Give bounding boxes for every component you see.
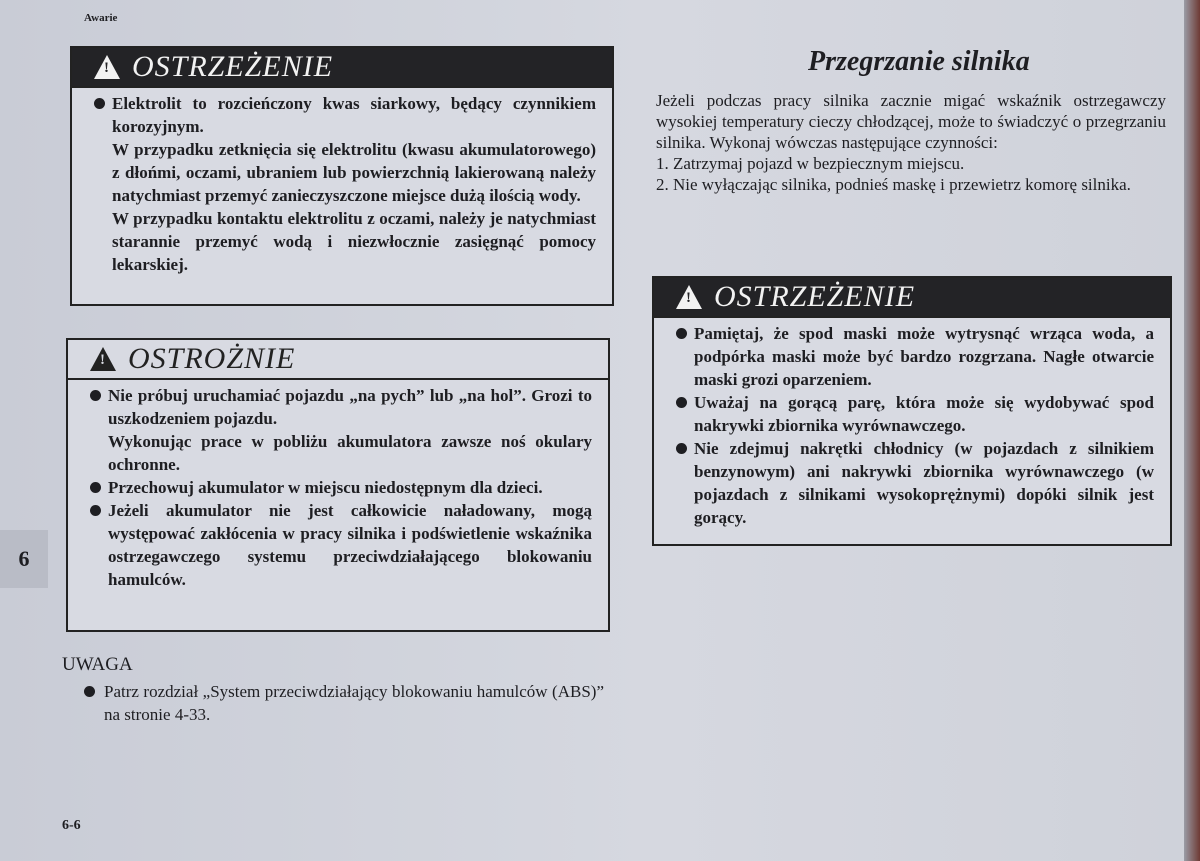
warning-triangle-icon <box>94 55 120 79</box>
note-text: Patrz rozdział „System przeciwdziałający blokowaniu hamulców (ABS)” na stronie 4-33. <box>104 682 604 724</box>
warning-title <box>72 48 612 88</box>
section-header: Awarie <box>84 12 118 24</box>
caution-paragraph: Wykonując prace w pobliżu akumulatora zawsze noś okulary ochronne. <box>108 432 592 474</box>
overheating-heading: Przegrzanie silnika <box>808 46 1030 77</box>
caution-box <box>66 338 610 632</box>
note-heading: UWAGA <box>62 654 133 675</box>
warning-box-overheating <box>652 276 1172 546</box>
warning-bullet: Uważaj na gorącą parę, która może się wydobywać spod nakrywki zbiornika wyrównawczego. <box>694 393 1154 435</box>
page-edge <box>1184 0 1200 861</box>
warning-title-text: OSTRZEŻENIE <box>714 280 916 313</box>
overheating-intro: Jeżeli podczas pracy silnika zacznie migać wskaźnik ostrzegawczy wysokiej temperatury cieczy chłodzącej, może to świadczyć o przegrzaniu silnika. Wykonaj wówczas następujące czynności: <box>656 91 1166 152</box>
warning-title-text: OSTRZEŻENIE <box>132 50 334 83</box>
caution-title <box>68 340 608 380</box>
warning-bullet: Pamiętaj, że spod maski może wytrysnąć wrząca woda, a podpórka maski może być bardzo rozgrzana. Nagłe otwarcie maski grozi oparzeniem. <box>694 324 1154 389</box>
caution-bullet: Nie próbuj uruchamiać pojazdu „na pych” lub „na hol”. Grozi to uszkodzeniem pojazdu. <box>108 386 592 428</box>
overheating-step: 1. Zatrzymaj pojazd w bezpiecznym miejscu. <box>656 154 965 173</box>
warning-bullet: Nie zdejmuj nakrętki chłodnicy (w pojazdach z silnikiem benzynowym) ani nakrywki zbiornika wyrównawczego (w pojazdach z silnikami wysokoprężnymi) dopóki silnik jest gorący. <box>694 439 1154 527</box>
warning-paragraph: W przypadku kontaktu elektrolitu z oczami, należy je natychmiast starannie przemyć wodą i niezwłocznie zasięgnąć pomocy lekarskiej. <box>112 209 596 274</box>
caution-bullet: Przechowuj akumulator w miejscu niedostępnym dla dzieci. <box>108 476 592 499</box>
overheating-text <box>656 90 1166 195</box>
warning-title <box>654 278 1170 318</box>
warning-bullet: Elektrolit to rozcieńczony kwas siarkowy, będący czynnikiem korozyjnym. <box>112 94 596 136</box>
warning-triangle-icon <box>676 285 702 309</box>
overheating-step: 2. Nie wyłączając silnika, podnieś maskę i przewietrz komorę silnika. <box>656 175 1131 194</box>
chapter-tab: 6 <box>0 530 48 588</box>
caution-triangle-icon <box>90 347 116 371</box>
page-number: 6-6 <box>62 818 81 833</box>
caution-bullet: Jeżeli akumulator nie jest całkowicie naładowany, mogą występować zakłócenia w pracy silnika i podświetlenie wskaźnika ostrzegawczego systemu przeciwdziałającego blokowaniu hamulców. <box>108 501 592 589</box>
warning-paragraph: W przypadku zetknięcia się elektrolitu (kwasu akumulatorowego) z dłońmi, oczami, ubraniem lub powierzchnią lakierowaną należy natychmiast przemyć zanieczyszczone miejsce dużą ilością wody. <box>112 140 596 205</box>
warning-box-electrolyte <box>70 46 614 306</box>
caution-title-text: OSTROŻNIE <box>128 342 296 375</box>
